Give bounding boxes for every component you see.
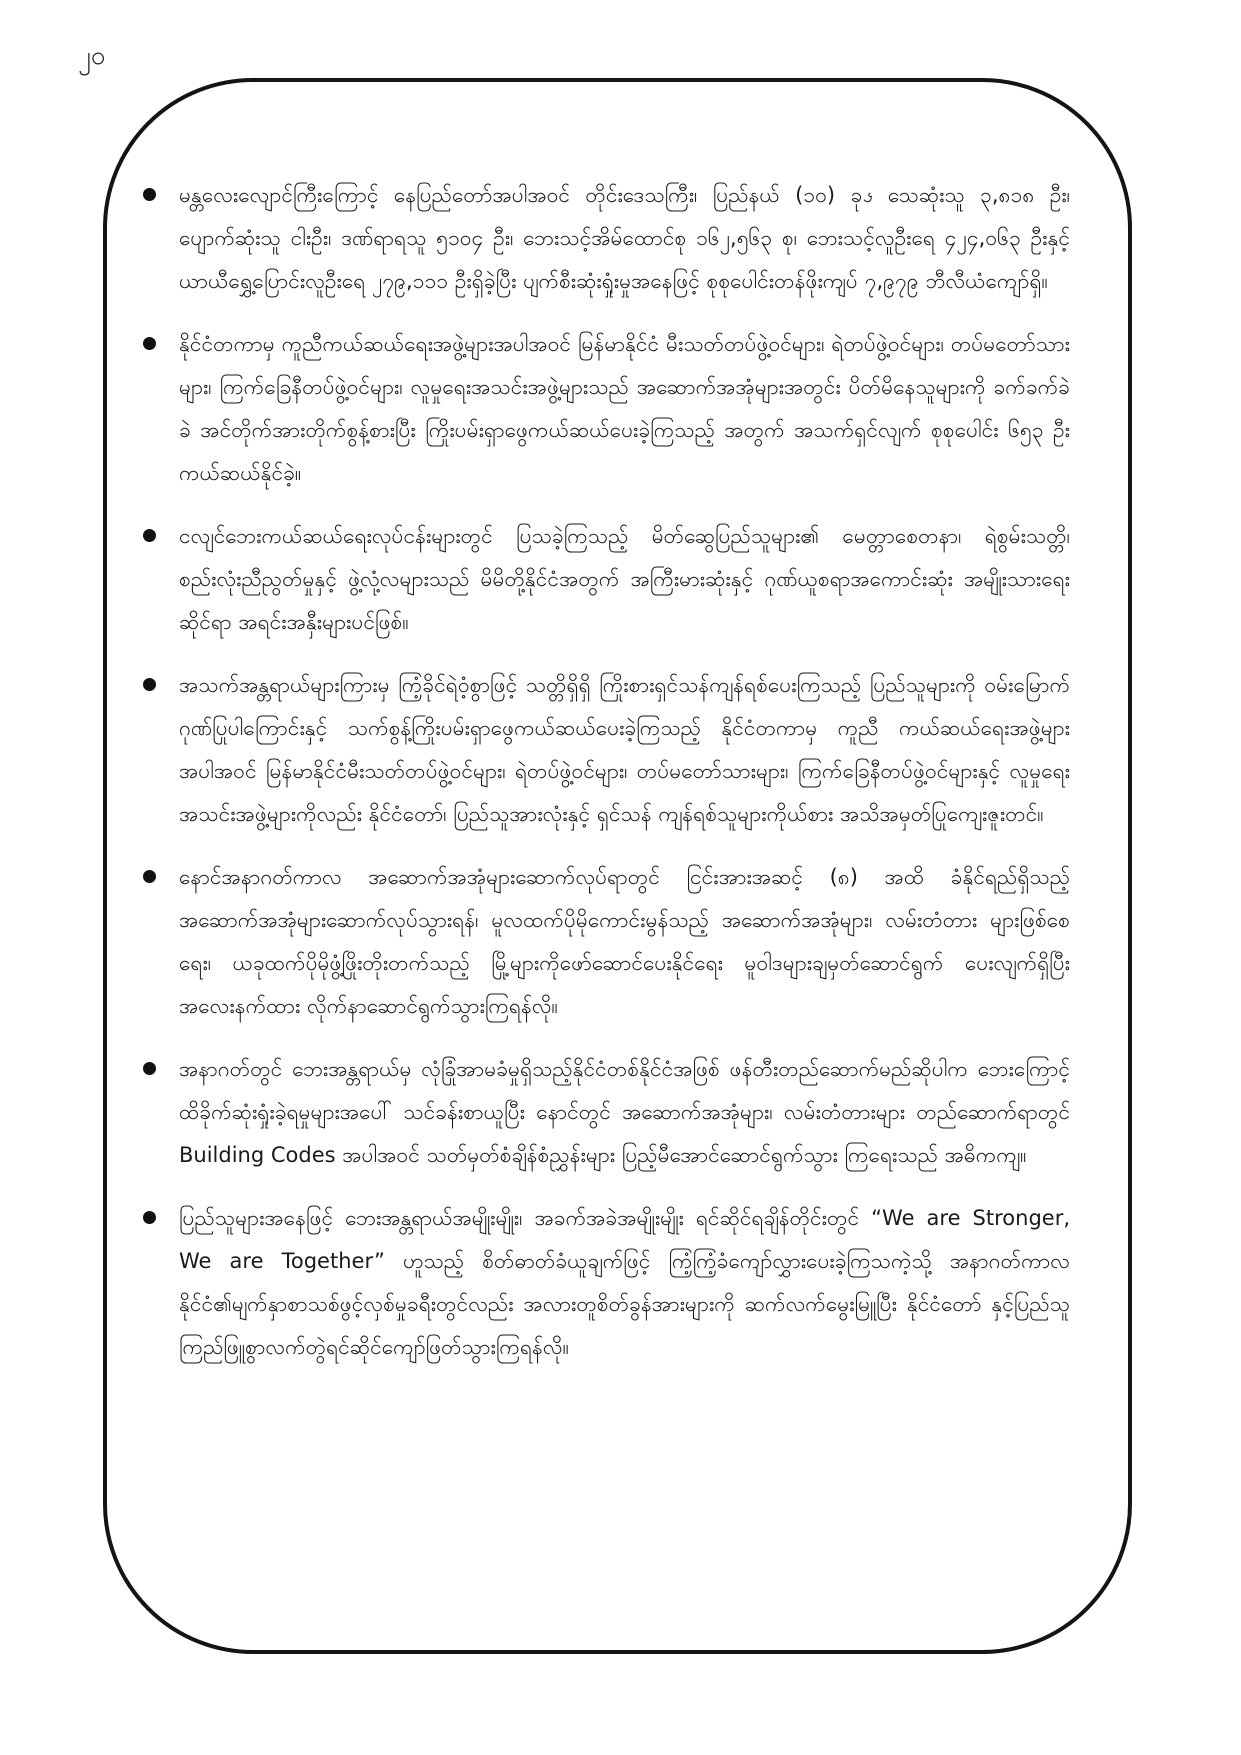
list-item: [143, 323, 1070, 495]
list-item: [143, 1048, 1070, 1177]
bullet-text: ပြည်သူများအနေဖြင့် ဘေးအန္တရာယ်အမျိုးမျိုး၊ အခက်အခဲအမျိုးမျိုး ရင်ဆိုင်ရချိန်တိုင်းတွင် “We are Stronger, We are Together” ဟူသည့် စိတ်ဓာတ်ခံယူချက်ဖြင့် ကြံ့ကြံ့ခံကျော်လွှားပေးခဲ့ကြသကဲ့သို့ အနာဂတ်ကာလ နိုင်ငံ၏မျက်နှာစာသစ်ဖွင့်လှစ်မှုခရီးတွင်လည်း အလားတူစိတ်ခွန်အားများကို ဆက်လက်မွေးမြူပြီး နိုင်ငံတော် နှင့်ပြည်သူ ကြည်ဖြူစွာလက်တွဲရင်ဆိုင်ကျော်ဖြတ်သွားကြရန်လို။: [179, 1206, 1070, 1359]
list-item: [143, 856, 1070, 1028]
rounded-content-frame: [103, 78, 1132, 1654]
list-item: [143, 1197, 1070, 1369]
bullet-text: အသက်အန္တရာယ်များကြားမှ ကြံ့ခိုင်ရဲဝံ့စွာဖြင့် သတ္တိရှိရှိ ကြိုးစားရှင်သန်ကျန်ရစ်ပေးကြသည့် ပြည်သူများကို ဝမ်းမြောက်ဂုဏ်ပြုပါကြောင်းနှင့် သက်စွန့်ကြိုးပမ်းရှာဖွေကယ်ဆယ်ပေးခဲ့ကြသည့် နိုင်ငံတကာမှ ကူညီ ကယ်ဆယ်ရေးအဖွဲ့များအပါအဝင် မြန်မာနိုင်ငံမီးသတ်တပ်ဖွဲ့ဝင်များ၊ ရဲတပ်ဖွဲ့ဝင်များ၊ တပ်မတော်သားများ၊ ကြက်ခြေနီတပ်ဖွဲ့ဝင်များနှင့် လူမှုရေးအသင်းအဖွဲ့များကိုလည်း နိုင်ငံတော်၊ ပြည်သူအားလုံးနှင့် ရှင်သန် ကျန်ရစ်သူများကိုယ်စား အသိအမှတ်ပြုကျေးဇူးတင်။: [179, 673, 1070, 826]
list-item: [143, 515, 1070, 644]
bullet-icon: [143, 529, 156, 542]
bullet-icon: [143, 1062, 156, 1075]
bullet-icon: [143, 1211, 156, 1224]
bullet-icon: [143, 188, 156, 201]
bullet-icon: [143, 337, 156, 350]
list-item: [143, 664, 1070, 836]
bullet-list: [143, 174, 1070, 1369]
bullet-text: နောင်အနာဂတ်ကာလ အဆောက်အအုံများဆောက်လုပ်ရာတွင် ငြင်းအားအဆင့် (၈) အထိ ခံနိုင်ရည်ရှိသည့် အဆောက်အအုံများဆောက်လုပ်သွားရန်၊ မူလထက်ပိုမိုကောင်းမွန်သည့် အဆောက်အအုံများ၊ လမ်းတံတား များဖြစ်စေရေး၊ ယခုထက်ပိုမိုဖွံ့ဖြိုးတိုးတက်သည့် မြို့များကိုဖော်ဆောင်ပေးနိုင်ရေး မူဝါဒများချမှတ်ဆောင်ရွက် ပေးလျက်ရှိပြီး အလေးနက်ထား လိုက်နာဆောင်ရွက်သွားကြရန်လို။: [179, 865, 1070, 1018]
bullet-text: မန္တလေးလျောင်ကြီးကြောင့် နေပြည်တော်အပါအဝင် တိုင်းဒေသကြီး၊ ပြည်နယ် (၁၀) ခုၖ သေဆုံးသူ ၃,၈၁၈ ဦး၊ ပျောက်ဆုံးသူ ငါးဦး၊ ဒဏ်ရာရသူ ၅၁၀၄ ဦး၊ ဘေးသင့်အိမ်ထောင်စု ၁၆၂,၅၆၃ စု၊ ဘေးသင့်လူဦးရေ ၄၂၄,၀၆၃ ဦးနှင့် ယာယီရွှေ့ပြောင်းလူဦးရေ ၂၇၉,၁၁၁ ဦးရှိခဲ့ပြီး ပျက်စီးဆုံးရှုံးမှုအနေဖြင့် စုစုပေါင်းတန်ဖိုးကျပ် ၇,၉၇၉ ဘီလီယံကျော်ရှိ။: [179, 183, 1070, 293]
bullet-icon: [143, 870, 156, 883]
bullet-text: နိုင်ငံတကာမှ ကူညီကယ်ဆယ်ရေးအဖွဲ့များအပါအဝင် မြန်မာနိုင်ငံ မီးသတ်တပ်ဖွဲ့ဝင်များ၊ ရဲတပ်ဖွဲ့ဝင်များ၊ တပ်မတော်သားများ၊ ကြက်ခြေနီတပ်ဖွဲ့ဝင်များ၊ လူမှုရေးအသင်းအဖွဲ့များသည် အဆောက်အအုံများအတွင်း ပိတ်မိနေသူများကို ခက်ခက်ခဲခဲ အင်တိုက်အားတိုက်စွန့်စားပြီး ကြိုးပမ်းရှာဖွေကယ်ဆယ်ပေးခဲ့ကြသည့် အတွက် အသက်ရှင်လျက် စုစုပေါင်း ၆၅၃ ဦး ကယ်ဆယ်နိုင်ခဲ့။: [179, 332, 1070, 485]
bullet-text: အနာဂတ်တွင် ဘေးအန္တရာယ်မှ လုံခြုံအာမခံမှုရှိသည့်နိုင်ငံတစ်နိုင်ငံအဖြစ် ဖန်တီးတည်ဆောက်မည်ဆိုပါက ဘေးကြောင့်ထိခိုက်ဆုံးရှုံးခဲ့ရမှုများအပေါ် သင်ခန်းစာယူပြီး နောင်တွင် အဆောက်အအုံများ၊ လမ်းတံတားများ တည်ဆောက်ရာတွင် Building Codes အပါအဝင် သတ်မှတ်စံချိန်စံညွှန်းများ ပြည့်မီအောင်ဆောင်ရွက်သွား ကြရေးသည် အဓိကကျ။: [179, 1057, 1070, 1167]
page-number: ၂၀: [78, 41, 106, 71]
bullet-icon: [143, 678, 156, 691]
bullet-text: ငလျင်ဘေးကယ်ဆယ်ရေးလုပ်ငန်းများတွင် ပြသခဲ့ကြသည့် မိတ်ဆွေပြည်သူများ၏ မေတ္တာစေတနာ၊ ရဲစွမ်းသတ္တိ၊ စည်းလုံးညီညွတ်မှုနှင့် ဖွဲ့လုံ့လများသည် မိမိတို့နိုင်ငံအတွက် အကြီးမားဆုံးနှင့် ဂုဏ်ယူစရာအကောင်းဆုံး အမျိုးသားရေးဆိုင်ရာ အရင်းအနှီးများပင်ဖြစ်။: [179, 524, 1070, 634]
list-item: [143, 174, 1070, 303]
